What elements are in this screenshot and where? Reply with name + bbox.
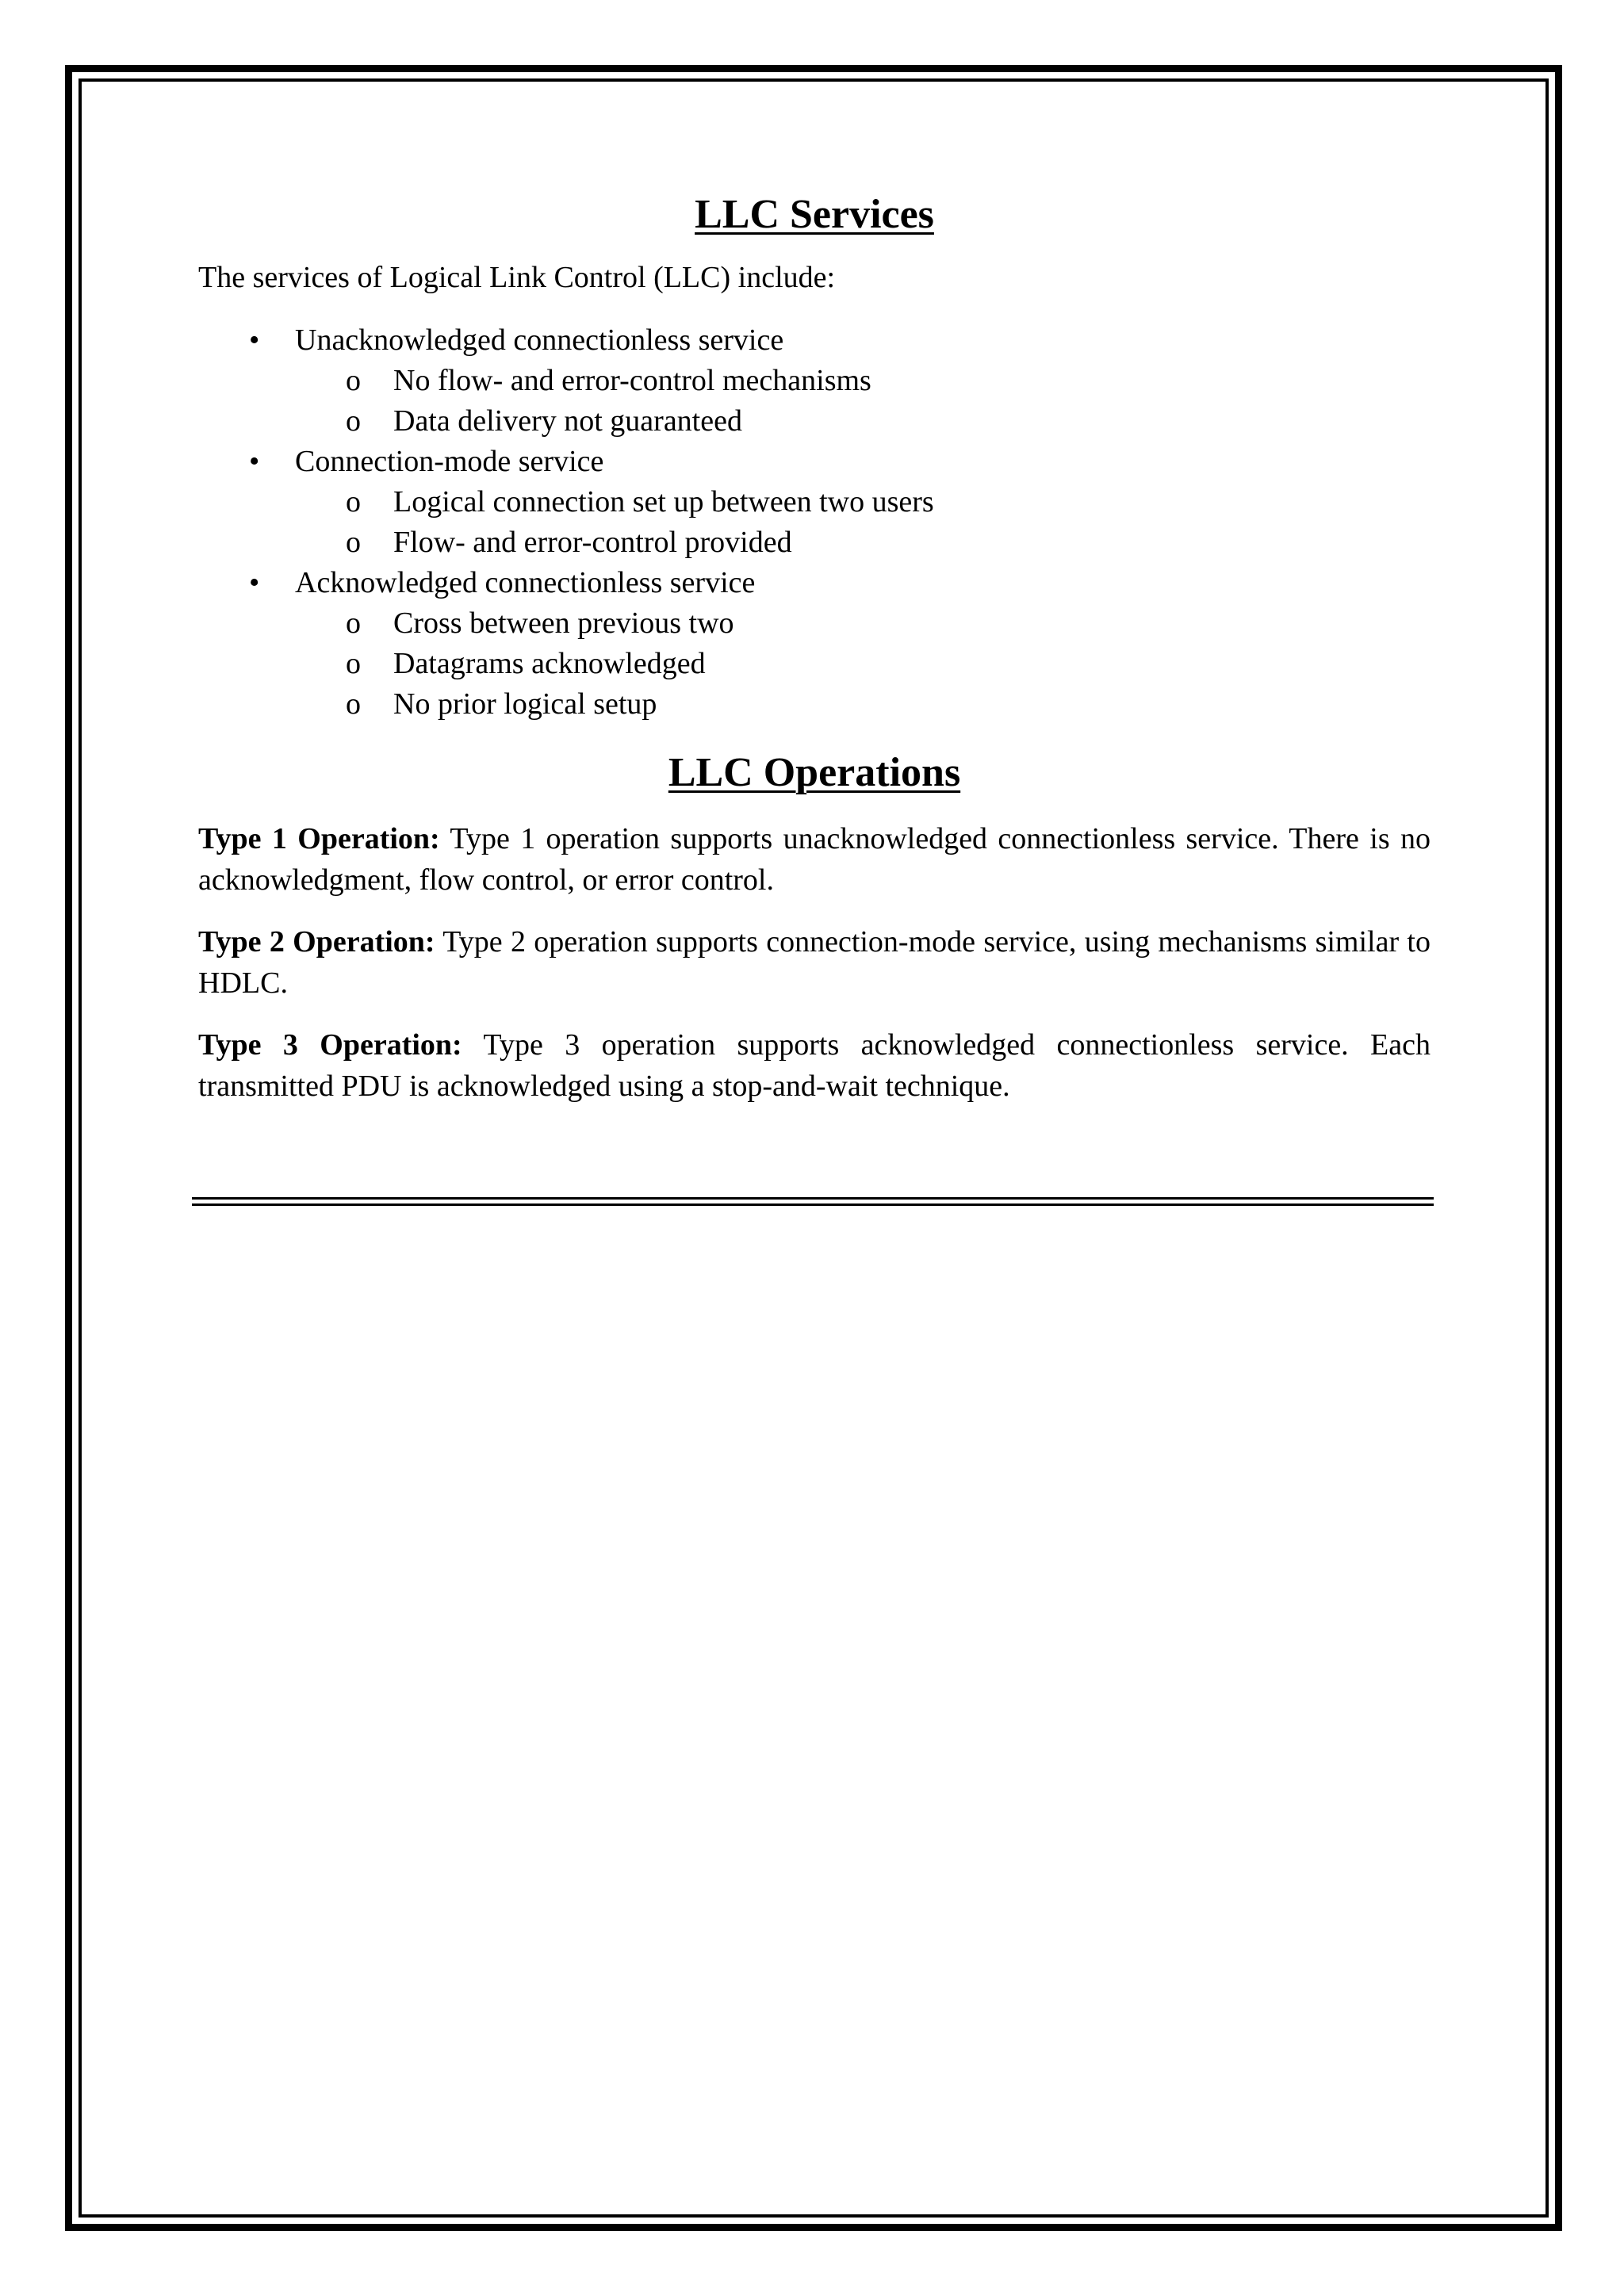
circle-bullet-icon: o: [346, 484, 361, 519]
bullet-icon: •: [249, 444, 260, 478]
circle-bullet-icon: o: [346, 363, 361, 397]
sub-item-text: Datagrams acknowledged: [393, 646, 706, 680]
operation-term: Type 3 Operation:: [198, 1028, 462, 1062]
operations-heading: LLC Operations: [668, 749, 961, 795]
operation-text: Type 3 operation supports acknowledged connectionless service. Each transmitted PDU is acknowledged using a stop-and-wait technique.: [198, 1028, 1431, 1104]
operation-term: Type 2 Operation:: [198, 925, 435, 959]
operation-paragraph: [198, 1024, 1431, 1107]
services-list: [198, 320, 1431, 725]
sub-list-item: [295, 684, 1431, 725]
operation-text: Type 2 operation supports connection-mode service, using mechanisms similar to HDLC.: [198, 925, 1431, 1001]
list-item: [198, 320, 1431, 442]
bullet-icon: •: [249, 565, 260, 599]
page-content: [198, 190, 1431, 1107]
operation-term: Type 1 Operation:: [198, 822, 440, 856]
service-label: Unacknowledged connectionless service: [295, 323, 784, 357]
service-label: Acknowledged connectionless service: [295, 565, 756, 599]
sub-list-item: [295, 644, 1431, 684]
sub-item-text: Logical connection set up between two users: [393, 484, 934, 519]
circle-bullet-icon: o: [346, 404, 361, 438]
sub-item-text: Data delivery not guaranteed: [393, 404, 742, 438]
sub-item-text: Flow- and error-control provided: [393, 525, 792, 559]
service-label: Connection-mode service: [295, 444, 604, 478]
sub-list-item: [295, 401, 1431, 442]
sub-item-text: Cross between previous two: [393, 606, 734, 640]
double-rule-divider: [192, 1197, 1434, 1200]
sub-item-text: No flow- and error-control mechanisms: [393, 363, 871, 397]
sub-list: [295, 361, 1431, 442]
sub-list: [295, 603, 1431, 725]
list-item: [198, 442, 1431, 563]
sub-list-item: [295, 522, 1431, 563]
services-intro: The services of Logical Link Control (LLC) include:: [198, 261, 836, 295]
operation-paragraph: [198, 818, 1431, 901]
operation-text: Type 1 operation supports unacknowledged connectionless service. There is no acknowledgment, flow control, or error control.: [198, 822, 1431, 897]
circle-bullet-icon: o: [346, 525, 361, 559]
operation-paragraph: [198, 921, 1431, 1004]
double-rule-divider: [192, 1203, 1434, 1206]
sub-list-item: [295, 603, 1431, 644]
bullet-icon: •: [249, 323, 260, 357]
circle-bullet-icon: o: [346, 687, 361, 721]
sub-item-text: No prior logical setup: [393, 687, 657, 721]
sub-list: [295, 482, 1431, 563]
circle-bullet-icon: o: [346, 606, 361, 640]
sub-list-item: [295, 361, 1431, 401]
sub-list-item: [295, 482, 1431, 522]
list-item: [198, 563, 1431, 725]
services-heading: LLC Services: [695, 192, 934, 237]
circle-bullet-icon: o: [346, 646, 361, 680]
